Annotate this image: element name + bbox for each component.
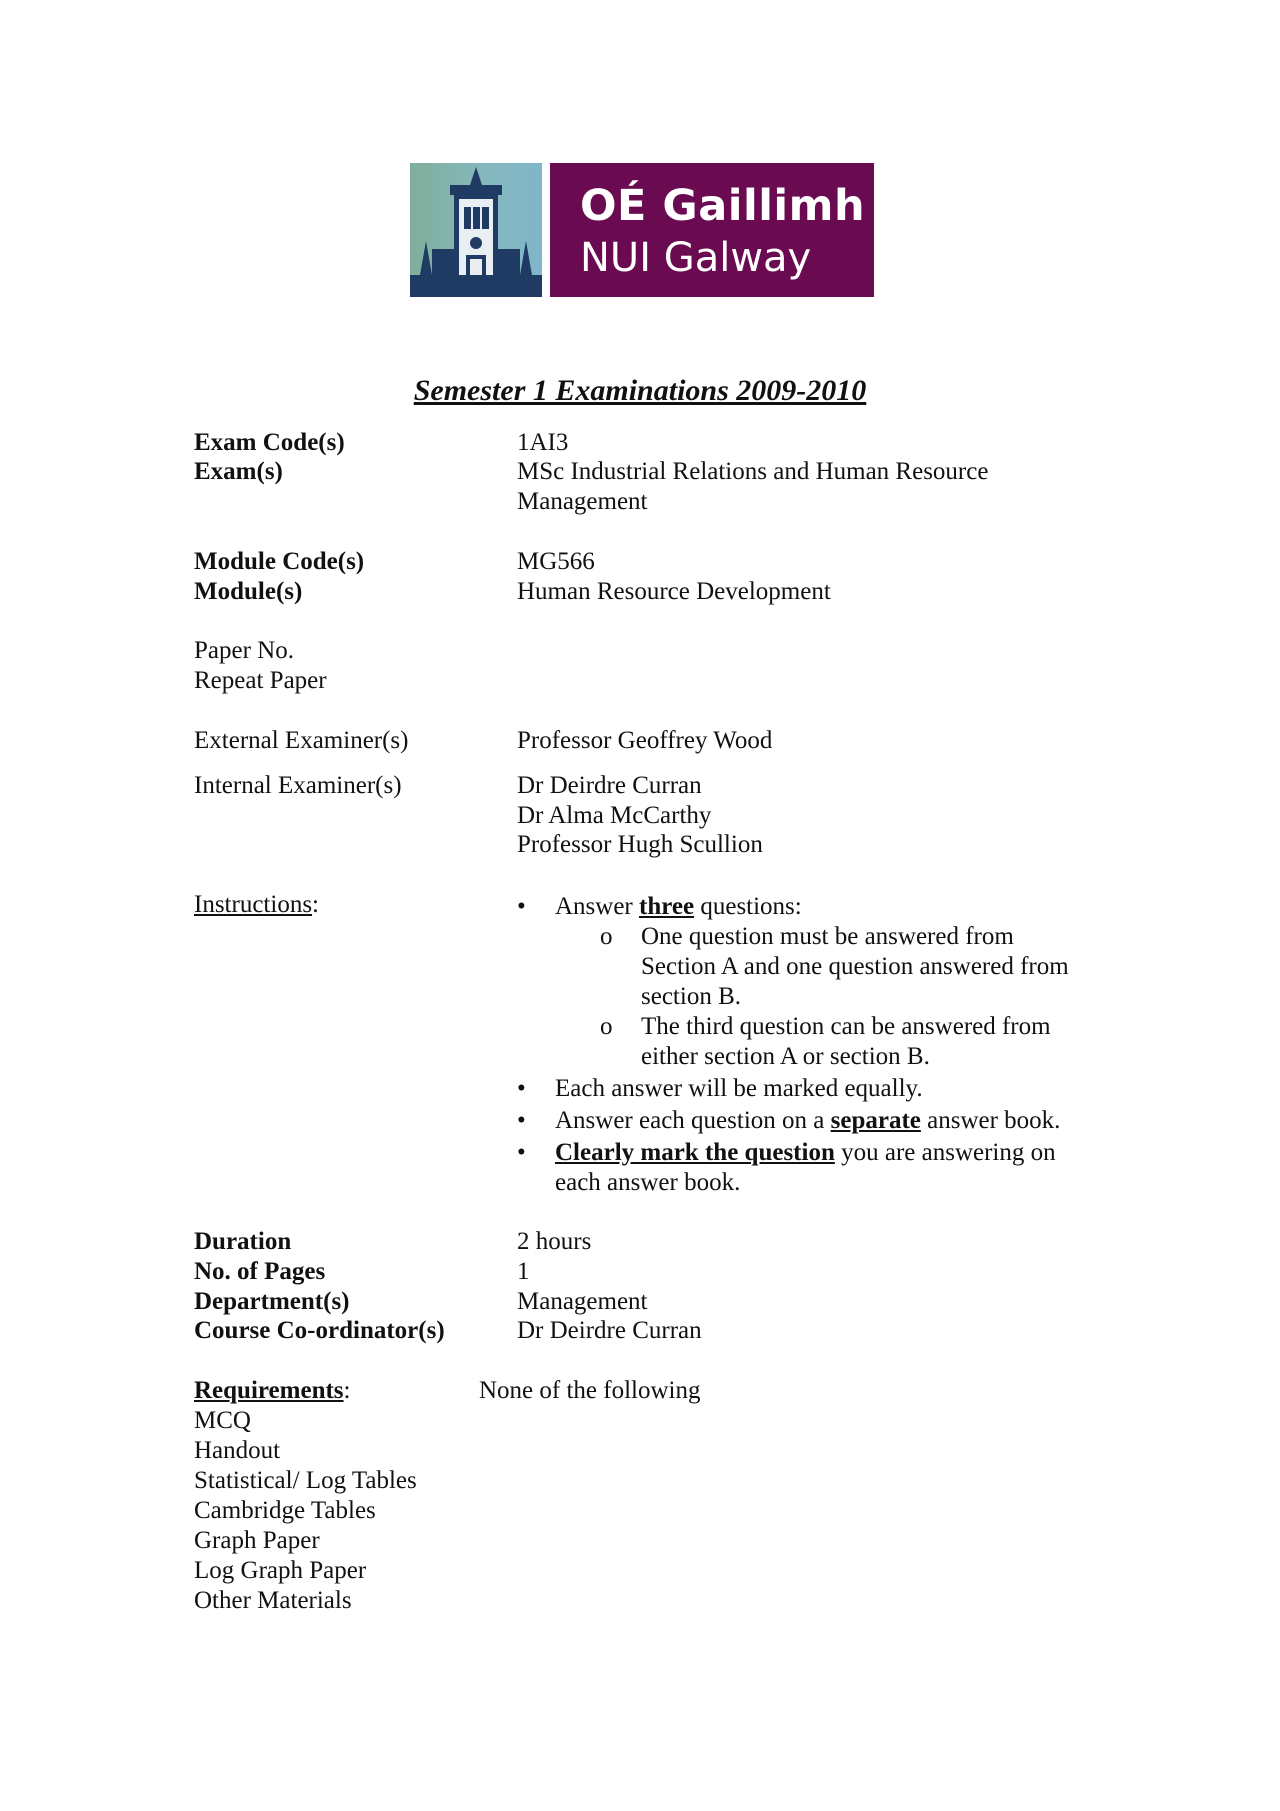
internal-examiner-3: Professor Hugh Scullion	[517, 831, 763, 858]
module-value: Human Resource Development	[517, 578, 831, 605]
logo-irish-name: OÉ Gaillimh	[580, 181, 866, 231]
external-examiner-value: Professor Geoffrey Wood	[517, 727, 773, 754]
instruction-sub2-line2: either section A or section B.	[641, 1043, 930, 1070]
duration-label: Duration	[194, 1228, 292, 1255]
bullet-icon: •	[517, 893, 526, 920]
requirement-item: Statistical/ Log Tables	[194, 1467, 417, 1494]
instruction-text: questions:	[694, 893, 802, 920]
instruction-emphasis: three	[639, 893, 695, 920]
instruction-separate-book	[555, 1106, 1060, 1136]
instruction-sub1-line3: section B.	[641, 983, 741, 1010]
instruction-text: Answer each question on a	[555, 1107, 831, 1134]
instruction-text: you are answering on	[834, 1139, 1056, 1166]
internal-examiner-1: Dr Deirdre Curran	[517, 772, 702, 799]
requirements-label	[194, 1376, 350, 1406]
requirement-item: Other Materials	[194, 1587, 352, 1614]
instruction-mark-question	[555, 1138, 1056, 1168]
external-examiner-label: External Examiner(s)	[194, 727, 409, 754]
coordinator-value: Dr Deirdre Curran	[517, 1317, 702, 1344]
logo-name-panel	[550, 163, 874, 297]
instruction-text: answer book.	[920, 1107, 1061, 1134]
exam-value-line1: MSc Industrial Relations and Human Resource	[517, 458, 989, 485]
module-code-label: Module Code(s)	[194, 548, 365, 575]
instruction-emphasis: separate	[830, 1107, 921, 1134]
requirements-label-colon: :	[343, 1377, 351, 1404]
repeat-paper-label: Repeat Paper	[194, 667, 327, 694]
exam-value-line2: Management	[517, 488, 648, 515]
instructions-label-text: Instructions	[194, 891, 313, 918]
paper-no-label: Paper No.	[194, 637, 294, 664]
instruction-emphasis: Clearly mark the question	[555, 1139, 835, 1166]
requirement-item: Handout	[194, 1437, 281, 1464]
coordinator-label: Course Co-ordinator(s)	[194, 1317, 445, 1344]
instruction-mark-question-line2: each answer book.	[555, 1169, 741, 1196]
logo-tower-tile	[410, 163, 542, 297]
exam-code-value: 1AI3	[517, 429, 569, 456]
internal-examiner-label: Internal Examiner(s)	[194, 772, 402, 799]
university-logo	[410, 163, 874, 297]
instructions-label-colon: :	[312, 891, 319, 918]
instruction-sub1-line1: One question must be answered from	[641, 923, 1014, 950]
requirements-value: None of the following	[479, 1377, 701, 1404]
instruction-answer-three	[555, 892, 802, 922]
bullet-icon: •	[517, 1075, 526, 1102]
duration-value: 2 hours	[517, 1228, 592, 1255]
sub-bullet-icon: o	[600, 923, 613, 950]
page-title: Semester 1 Examinations 2009-2010	[413, 374, 867, 407]
instructions-label	[194, 890, 319, 920]
pages-value: 1	[517, 1258, 530, 1285]
sub-bullet-icon: o	[600, 1013, 613, 1040]
requirement-item: Log Graph Paper	[194, 1557, 367, 1584]
tower-icon	[410, 163, 542, 297]
department-label: Department(s)	[194, 1288, 350, 1315]
requirement-item: MCQ	[194, 1407, 251, 1434]
instruction-sub2-line1: The third question can be answered from	[641, 1013, 1051, 1040]
instruction-sub1-line2: Section A and one question answered from	[641, 953, 1069, 980]
module-code-value: MG566	[517, 548, 595, 575]
internal-examiner-2: Dr Alma McCarthy	[517, 802, 712, 829]
requirement-item: Graph Paper	[194, 1527, 320, 1554]
department-value: Management	[517, 1288, 648, 1315]
instruction-marked-equally: Each answer will be marked equally.	[555, 1075, 923, 1102]
pages-label: No. of Pages	[194, 1258, 326, 1285]
instruction-text: Answer	[555, 893, 640, 920]
module-label: Module(s)	[194, 578, 303, 605]
exam-code-label: Exam Code(s)	[194, 429, 345, 456]
logo-english-name: NUI Galway	[580, 235, 812, 281]
bullet-icon: •	[517, 1139, 526, 1166]
exam-label: Exam(s)	[194, 458, 283, 485]
bullet-icon: •	[517, 1107, 526, 1134]
requirements-label-text: Requirements	[194, 1377, 344, 1404]
requirement-item: Cambridge Tables	[194, 1497, 376, 1524]
